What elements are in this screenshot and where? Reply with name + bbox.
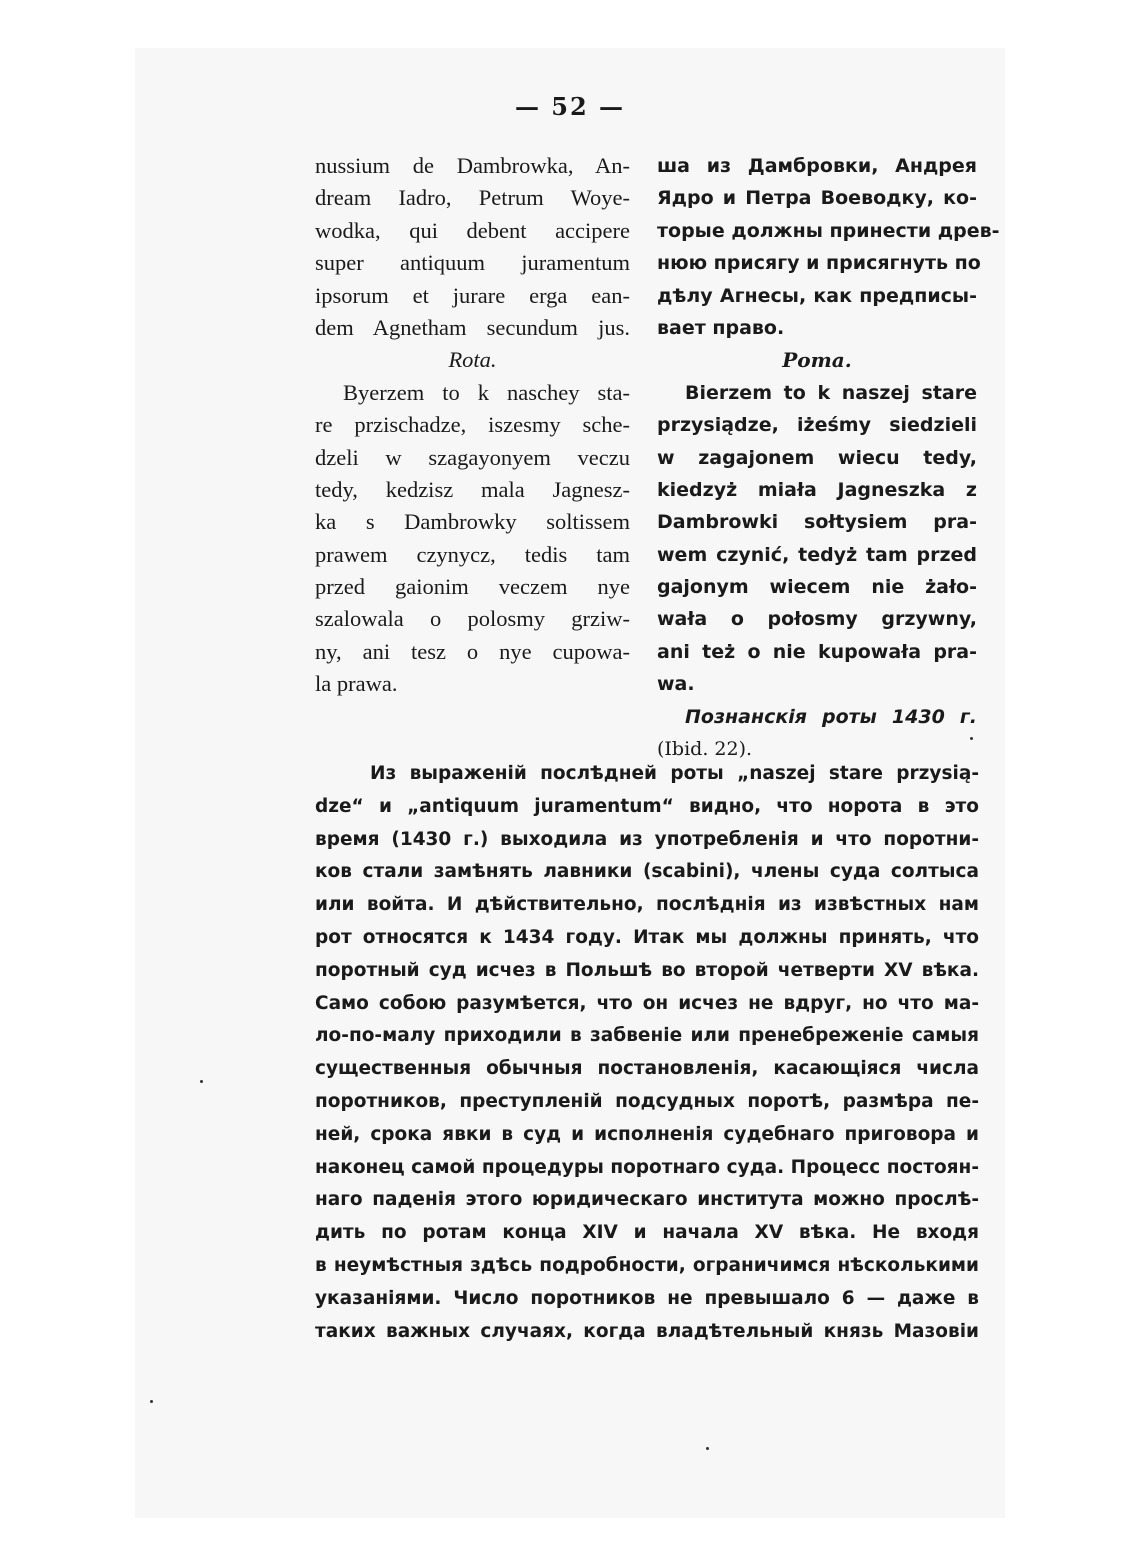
latin-para-line: la prawa. [315,671,398,697]
polish-para-line: Dambrowki sołtysiem pra- [657,511,977,534]
main-line: дить по ротам конца XIV и начала XV вѣка. Не входя [315,1222,979,1244]
polish-para-line: wem czynić, tedyż tam przed [657,543,977,566]
latin-para-line: przed gaionim veczem nye [315,574,630,600]
main-line: наго паденія этого юридическаго института можно прослѣ- [315,1189,979,1211]
translation-line: Ядро и Петра Воеводку, ко- [657,187,977,210]
source-citation: Познанскія роты 1430 г. [685,705,977,728]
translation-line: торые должны принести древ- [657,219,1000,242]
main-line: указаніями. Число поротников не превышало 6 — даже в [315,1287,979,1309]
main-line: ков стали замѣнять лавники (scabini), члены суда солтыса [315,861,979,883]
main-line: время (1430 г.) выходила из употребленія и что поротни- [315,828,979,850]
polish-para-line: ani też o nie kupowała pra- [657,640,977,663]
translation-column [657,150,1000,765]
translation-heading: Рота. [782,348,852,373]
latin-line: ipsorum et jurare erga ean- [315,282,630,308]
main-line: поротников, преступленій подсудных поротѣ, размѣра пе- [315,1090,979,1112]
main-line: ней, срока явки в суд и исполненія судебнаго приговора и [315,1123,979,1145]
main-line: существенныя обычныя постановленія, касающіяся числа [315,1058,979,1080]
scan-speck [150,1400,153,1403]
polish-para-line: wała o połosmy grzywny, [657,608,977,631]
main-line: таких важных случаях, когда владѣтельный князь Мазовіи [315,1320,979,1342]
polish-para-line: wa. [657,673,695,696]
latin-heading: Rota. [448,347,497,373]
latin-line: nussium de Dambrowka, An- [315,153,630,178]
scan-speck [200,1080,203,1083]
polish-para-line: gajonym wiecem nie żało- [657,576,977,599]
polish-para-line: kiedzyż miała Jagneszka z [657,478,977,501]
latin-line: wodka, qui debent accipere [315,217,630,243]
latin-para-line: dzeli w szagayonyem veczu [315,444,630,470]
translation-line: дѣлу Агнесы, как предписы- [657,284,977,307]
latin-line: super antiquum juramentum [315,250,630,276]
latin-column [315,150,630,701]
latin-para-line: ka s Dambrowky soltissem [315,509,630,535]
source-reference: (Ibid. 22). [657,738,753,761]
latin-para-line: ny, ani tesz o nye cupowa- [315,638,630,664]
main-line: dze“ и „antiquum juramentum“ видно, что норота в это [315,795,979,817]
latin-para-line: Byerzem to k naschey sta- [343,379,630,405]
main-line: наконец самой процедуры поротнаго суда. Процесс постоян- [315,1156,979,1178]
page-number: — 52 — [514,92,626,121]
main-line: ло-по-малу приходили в забвеніе или пренебреженіе самыя [315,1025,979,1047]
translation-line: нюю присягу и присягнуть по [657,252,981,275]
scan-speck [970,737,973,740]
main-line: в неумѣстныя здѣсь подробности, ограничимся нѣсколькими [315,1254,979,1276]
latin-para-line: re przischadze, iszesmy sche- [315,412,630,438]
latin-para-line: szalowala o polosmy grziw- [315,606,630,632]
latin-para-line: tedy, kedzisz mala Jagnesz- [315,476,630,502]
main-paragraph [315,758,979,1348]
scan-speck [706,1447,709,1450]
polish-para-line: Bierzem to k naszej stare [685,381,977,404]
main-line: поротный суд исчез в Польшѣ во второй четверти XV вѣка. [315,959,979,981]
translation-line: ша из Дамбровки, Андрея [657,155,977,177]
translation-line: вает право. [657,316,785,339]
main-line: Само собою разумѣется, что он исчез не вдруг, но что ма- [315,992,979,1014]
latin-line: dem Agnetham secundum jus. [315,314,630,340]
polish-para-line: w zagajonem wiecu tedy, [657,446,977,469]
latin-line: dream Iadro, Petrum Woye- [315,185,630,211]
main-line: рот относятся к 1434 году. Итак мы должны принять, что [315,926,979,948]
polish-para-line: przysiądze, iżeśmy siedzieli [657,414,977,437]
main-line: или войта. И дѣйствительно, послѣднія из извѣстных нам [315,894,979,916]
main-line: Из выраженій послѣдней роты „naszej stare przysią- [370,763,979,784]
latin-para-line: prawem czynycz, tedis tam [315,541,630,567]
